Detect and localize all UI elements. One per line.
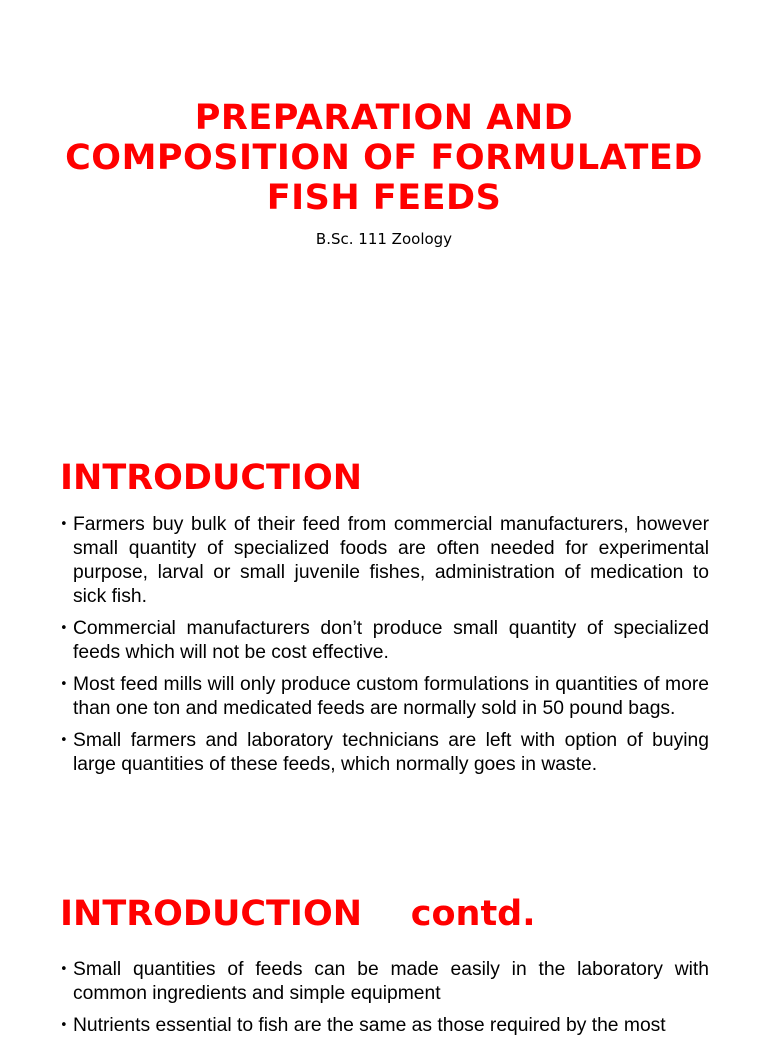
bullet-text: Small quantities of feeds can be made easily in the laboratory with common ingredients and simple equipment bbox=[73, 959, 709, 1004]
presentation-subtitle: B.Sc. 111 Zoology bbox=[315, 230, 453, 248]
bullet-marker: • bbox=[60, 677, 68, 692]
bullet-item bbox=[60, 513, 709, 609]
bullet-marker: • bbox=[60, 1018, 68, 1033]
bullet-marker: • bbox=[60, 517, 68, 532]
introduction-contd-slide bbox=[0, 864, 768, 1036]
bullet-text: Nutrients essential to fish are the same as those required by the most bbox=[73, 1015, 666, 1036]
bullet-item bbox=[60, 673, 709, 721]
bullet-item bbox=[60, 958, 709, 1006]
bullet-text: Most feed mills will only produce custom formulations in quantities of more than one ton and medicated feeds are normally sold in 50 pound bags. bbox=[73, 674, 709, 719]
presentation-title: PREPARATION AND COMPOSITION OF FORMULATED FISH FEEDS bbox=[65, 98, 703, 218]
bullet-item bbox=[60, 1014, 709, 1038]
bullet-text: Small farmers and laboratory technicians are left with option of buying large quantities of these feeds, which normally goes in waste. bbox=[73, 730, 709, 775]
bullet-marker: • bbox=[60, 962, 68, 977]
bullet-list bbox=[60, 958, 709, 1046]
bullet-item bbox=[60, 729, 709, 777]
bullet-item bbox=[60, 617, 709, 665]
bullet-marker: • bbox=[60, 621, 68, 636]
slide-heading: INTRODUCTION contd. bbox=[60, 894, 536, 934]
bullet-text: Farmers buy bulk of their feed from commercial manufacturers, however small quantity of specialized foods are often needed for experimental purpose, larval or small juvenile fishes, administration of medication to sick fish. bbox=[73, 514, 709, 607]
bullet-text: Commercial manufacturers don’t produce small quantity of specialized feeds which will not be cost effective. bbox=[73, 618, 709, 663]
title-slide bbox=[0, 0, 768, 432]
slide-heading: INTRODUCTION bbox=[60, 458, 362, 498]
introduction-slide bbox=[0, 432, 768, 864]
bullet-marker: • bbox=[60, 733, 68, 748]
bullet-list bbox=[60, 513, 709, 785]
